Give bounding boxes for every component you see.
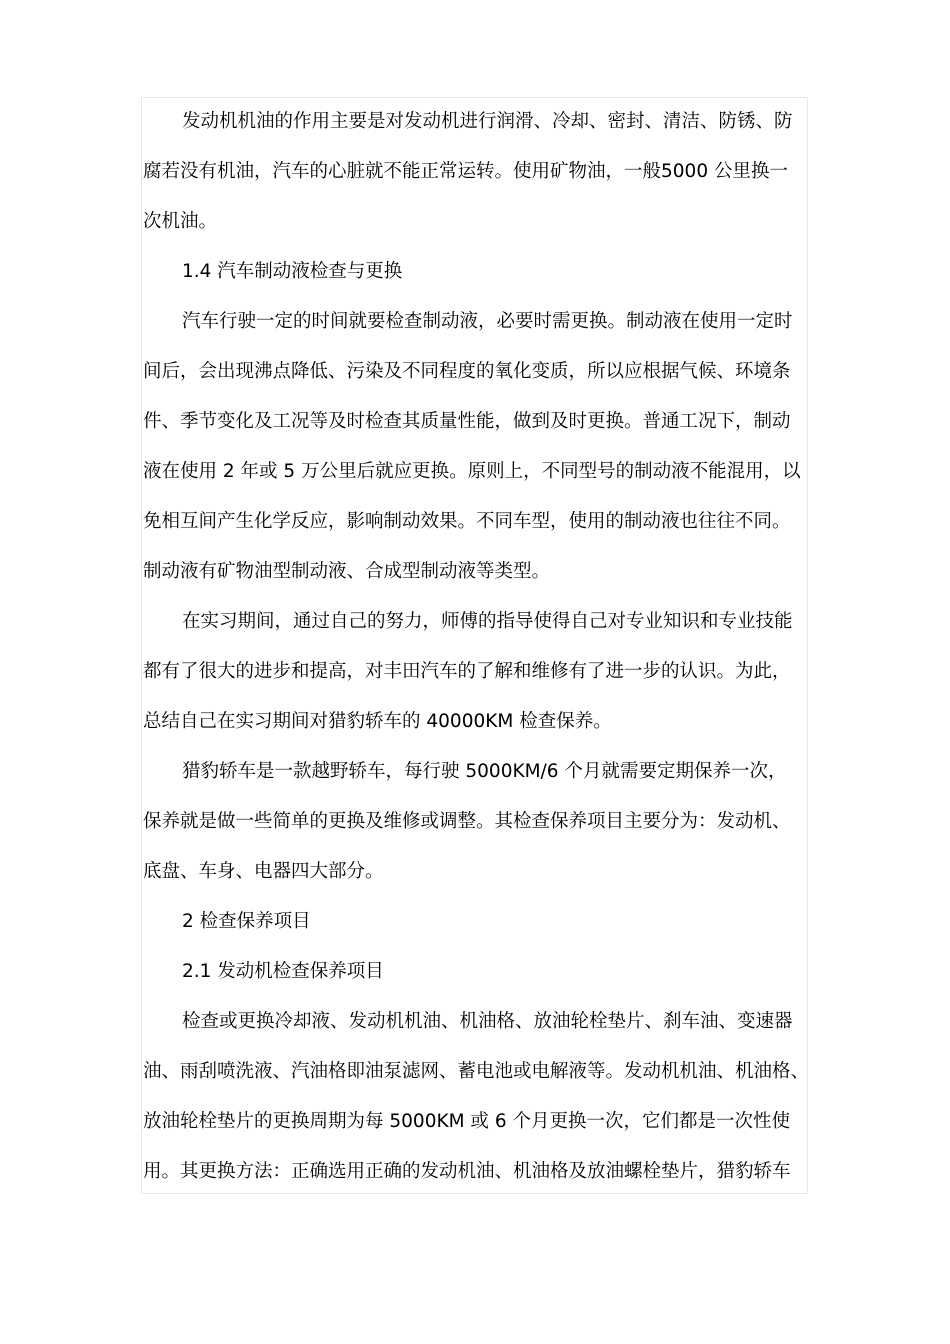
- text-line: 次机油。: [143, 211, 218, 232]
- text-line: 液在使用 2 年或 5 万公里后就应更换。原则上，不同型号的制动液不能混用，以: [143, 461, 801, 482]
- text-line: 猎豹轿车是一款越野轿车，每行驶 5000KM/6 个月就需要定期保养一次，: [182, 761, 787, 782]
- text-line: 2 检查保养项目: [182, 911, 311, 932]
- text-line: 2.1 发动机检查保养项目: [182, 961, 384, 982]
- text-line: 在实习期间，通过自己的努力，师傅的指导使得自己对专业知识和专业技能: [182, 611, 793, 632]
- text-line: 都有了很大的进步和提高，对丰田汽车的了解和维修有了进一步的认识。为此，: [143, 661, 791, 682]
- text-line: 检查或更换冷却液、发动机机油、机油格、放油轮栓垫片、刹车油、变速器: [182, 1011, 793, 1032]
- text-line: 1.4 汽车制动液检查与更换: [182, 261, 403, 282]
- paragraph-maintenance-overview: [143, 747, 815, 897]
- paragraph-internship: [143, 597, 815, 747]
- text-line: 汽车行驶一定的时间就要检查制动液，必要时需更换。制动液在使用一定时: [182, 311, 793, 332]
- paragraph-engine-items: [143, 997, 815, 1197]
- heading-inspection-items: [143, 897, 815, 947]
- text-line: 底盘、车身、电器四大部分。: [143, 861, 384, 882]
- text-line: 制动液有矿物油型制动液、合成型制动液等类型。: [143, 561, 551, 582]
- paragraph-engine-oil: [143, 97, 815, 247]
- heading-brake-fluid: [143, 247, 815, 297]
- text-line: 腐若没有机油，汽车的心脏就不能正常运转。使用矿物油，一般5000 公里换一: [143, 161, 788, 182]
- document-body: [143, 97, 815, 1197]
- text-line: 件、季节变化及工况等及时检查其质量性能，做到及时更换。普通工况下，制动: [143, 411, 791, 432]
- text-line: 保养就是做一些简单的更换及维修或调整。其检查保养项目主要分为：发动机、: [143, 811, 791, 832]
- text-line: 用。其更换方法：正确选用正确的发动机油、机油格及放油螺栓垫片，猎豹轿车: [143, 1161, 791, 1182]
- text-line: 总结自己在实习期间对猎豹轿车的 40000KM 检查保养。: [143, 711, 612, 732]
- text-line: 发动机机油的作用主要是对发动机进行润滑、冷却、密封、清洁、防锈、防: [182, 111, 793, 132]
- text-line: 间后，会出现沸点降低、污染及不同程度的氧化变质，所以应根据气候、环境条: [143, 361, 791, 382]
- text-line: 油、雨刮喷洗液、汽油格即油泵滤网、蓄电池或电解液等。发动机机油、机油格、: [143, 1061, 810, 1082]
- heading-engine-items: [143, 947, 815, 997]
- text-line: 免相互间产生化学反应，影响制动效果。不同车型，使用的制动液也往往不同。: [143, 511, 791, 532]
- paragraph-brake-fluid: [143, 297, 815, 597]
- text-line: 放油轮栓垫片的更换周期为每 5000KM 或 6 个月更换一次，它们都是一次性使: [143, 1111, 790, 1132]
